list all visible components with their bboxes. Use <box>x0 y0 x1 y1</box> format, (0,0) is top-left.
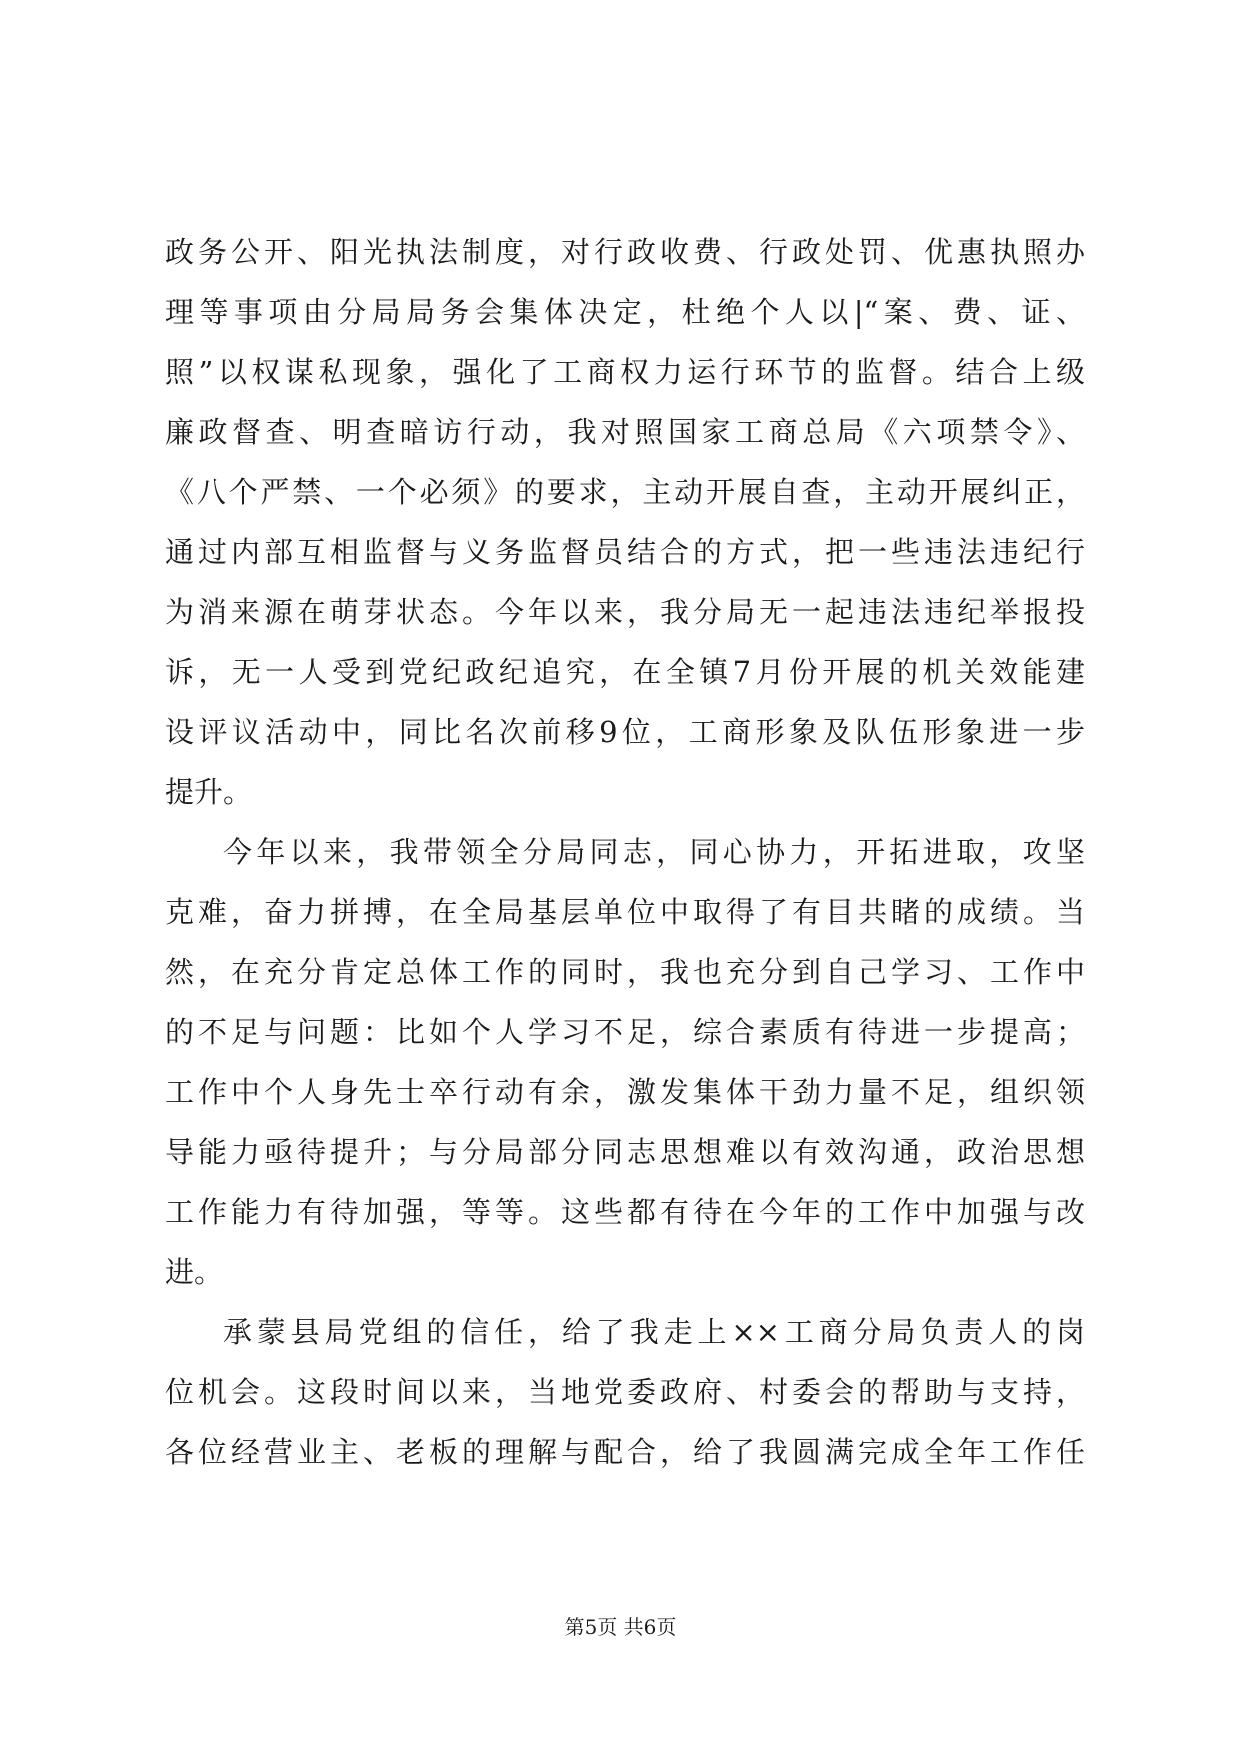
text-line: 《八个严禁、一个必须》的要求，主动开展自查，主动开展纠正， <box>165 475 1085 509</box>
text-line: 进。 <box>165 1255 224 1289</box>
paragraph-first-line: 今年以来，我带领全分局同志，同心协力，开拓进取，攻坚 <box>223 835 1085 869</box>
page-number-footer: 第5页 共6页 <box>564 1615 677 1639</box>
text-line: 提升。 <box>165 775 253 809</box>
text-line: 的不足与问题：比如个人学习不足，综合素质有待进一步提高； <box>165 1015 1085 1049</box>
text-line: 位机会。这段时间以来，当地党委政府、村委会的帮助与支持， <box>165 1375 1085 1409</box>
text-line: 然，在充分肯定总体工作的同时，我也充分到自己学习、工作中 <box>165 955 1085 989</box>
text-line: 克难，奋力拼搏，在全局基层单位中取得了有目共睹的成绩。当 <box>165 895 1085 929</box>
text-line: 廉政督查、明查暗访行动，我对照国家工商总局《六项禁令》、 <box>165 415 1085 449</box>
text-line: 通过内部互相监督与义务监督员结合的方式，把一些违法违纪行 <box>165 535 1085 569</box>
text-line: 理等事项由分局局务会集体决定，杜绝个人以|“案、费、证、 <box>165 295 1085 329</box>
text-line: 各位经营业主、老板的理解与配合，给了我圆满完成全年工作任 <box>165 1435 1085 1469</box>
paragraph-first-line: 承蒙县局党组的信任，给了我走上××工商分局负责人的岗 <box>223 1315 1085 1349</box>
text-line: 工作中个人身先士卒行动有余，激发集体干劲力量不足，组织领 <box>165 1075 1085 1109</box>
text-line: 照”以权谋私现象，强化了工商权力运行环节的监督。结合上级 <box>165 355 1085 389</box>
text-line: 导能力亟待提升；与分局部分同志思想难以有效沟通，政治思想 <box>165 1135 1085 1169</box>
text-line: 设评议活动中，同比名次前移9位，工商形象及队伍形象进一步 <box>165 715 1085 749</box>
text-line: 诉，无一人受到党纪政纪追究，在全镇7月份开展的机关效能建 <box>165 655 1085 689</box>
document-body <box>165 222 1085 1482</box>
text-line: 政务公开、阳光执法制度，对行政收费、行政处罚、优惠执照办 <box>165 235 1085 269</box>
text-line: 工作能力有待加强，等等。这些都有待在今年的工作中加强与改 <box>165 1195 1085 1229</box>
text-line: 为消来源在萌芽状态。今年以来，我分局无一起违法违纪举报投 <box>165 595 1085 629</box>
